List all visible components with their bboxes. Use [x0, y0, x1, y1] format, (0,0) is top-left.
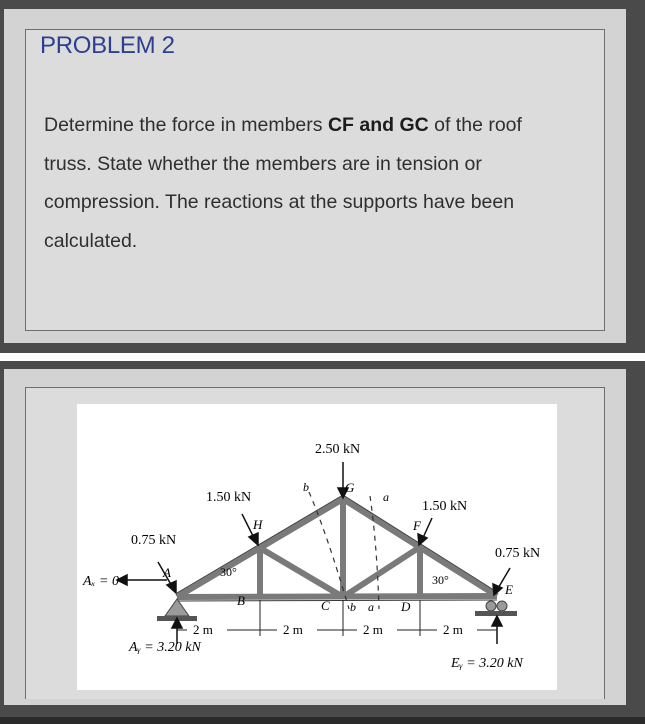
reaction-ax-label: Aₓ = 0: [83, 574, 119, 589]
node-a-label: A: [163, 565, 171, 580]
member-hc: [260, 548, 343, 597]
load-a-label: 0.75 kN: [131, 533, 177, 548]
problem-text-before: Determine the force in members: [44, 114, 328, 136]
load-g-label: 2.50 kN: [315, 442, 361, 457]
node-c-label: C: [321, 598, 330, 613]
load-e-label: 0.75 kN: [495, 546, 541, 561]
node-g-label: G: [345, 480, 355, 495]
node-b-label: B: [237, 593, 245, 608]
span-1-label: 2 m: [193, 622, 213, 637]
section-a-top-label: a: [383, 490, 389, 504]
section-b-bottom-label: b: [350, 600, 356, 614]
node-f-label: F: [413, 518, 421, 533]
truss-diagram: [77, 404, 557, 690]
reaction-ey-label: Eᵧ = 3.20 kN: [451, 656, 523, 671]
problem-text-bold: CF and GC: [327, 114, 429, 136]
reaction-ay-label: Aᵧ = 3.20 kN: [129, 640, 201, 655]
node-d-label: D: [401, 599, 411, 614]
span-4-label: 2 m: [443, 622, 463, 637]
span-3-label: 2 m: [363, 622, 383, 637]
span-2-label: 2 m: [283, 622, 303, 637]
load-h-label: 1.50 kN: [206, 490, 252, 505]
support-e: [475, 601, 517, 616]
angle-right-label: 30°: [432, 573, 449, 587]
load-f-label: 1.50 kN: [422, 499, 468, 514]
section-b-top-label: b: [303, 480, 309, 494]
page-title: PROBLEM 2: [40, 32, 175, 59]
problem-statement: [44, 106, 564, 260]
node-e-label: E: [505, 582, 513, 597]
section-a-bottom-label: a: [368, 600, 374, 614]
member-cf: [343, 547, 420, 597]
bottom-strip: [0, 717, 645, 724]
truss-figure: [77, 404, 557, 690]
problem-text-after: of the roof truss. State whether the members are in tension or compression. The reactions at the supports have been calculated.: [44, 114, 522, 252]
angle-left-label: 30°: [220, 565, 237, 579]
node-h-label: H: [253, 517, 263, 532]
